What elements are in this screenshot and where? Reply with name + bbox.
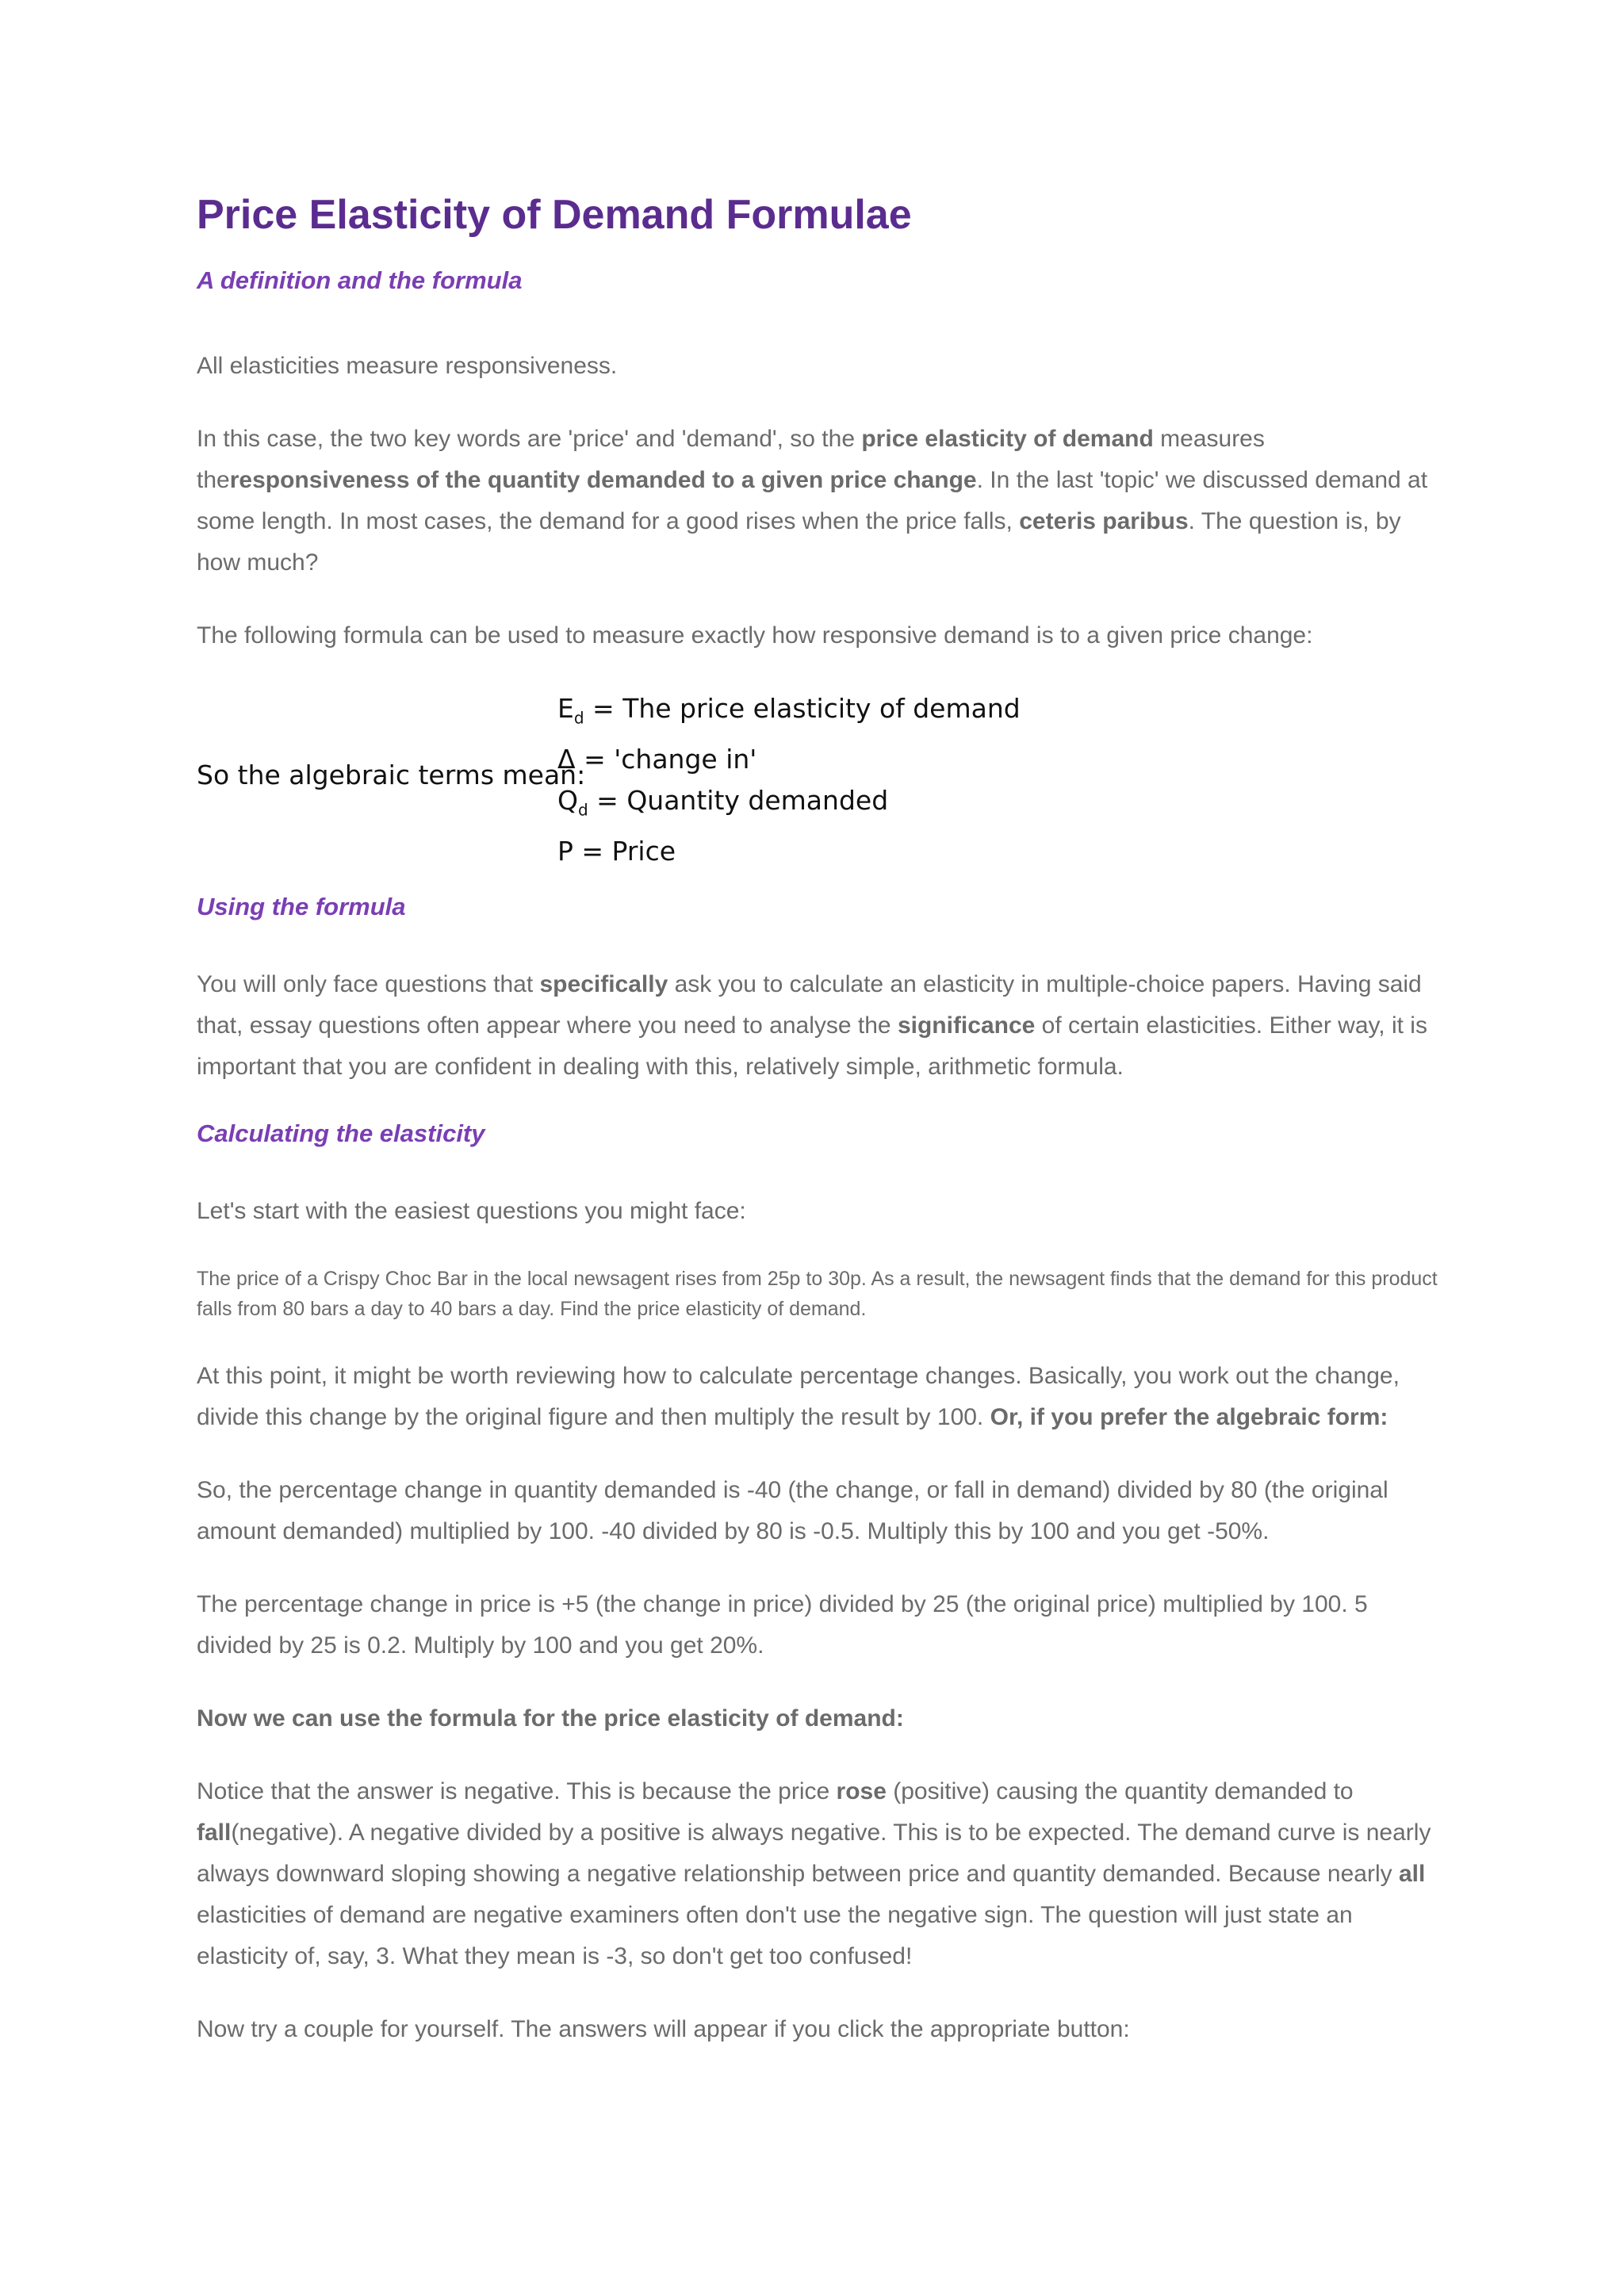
section-heading-definition: A definition and the formula [197, 266, 523, 295]
paragraph-negative-answer: Notice that the answer is negative. This is because the price rose (positive) causing the quantity demanded to fall(negative). A negative divided by a positive is always negative. This is to be expected. The demand curve is nearly always downward sloping showing a negative relationship between price and quantity demanded. Because nearly all elasticities of demand are negative examiners often don't use the negative sign. The question will just state an elasticity of, say, 3. What they mean is -3, so don't get too confused! [197, 1778, 1431, 1970]
paragraph-formula-intro: The following formula can be used to measure exactly how responsive demand is to a given price change: [197, 622, 1313, 649]
section-heading-using: Using the formula [197, 893, 406, 921]
section-heading-calculating: Calculating the elasticity [197, 1119, 485, 1148]
document-page [197, 190, 1450, 2082]
page-title: Price Elasticity of Demand Formulae [197, 192, 912, 238]
paragraph-try-yourself: Now try a couple for yourself. The answers will appear if you click the appropriate button: [197, 2016, 1130, 2043]
bold-all: all [1398, 1861, 1426, 1888]
bold-significance: significance [897, 1012, 1036, 1039]
paragraph-quantity-change: So, the percentage change in quantity demanded is -40 (the change, or fall in demand) divided by 80 (the original amount demanded) multiplied by 100. -40 divided by 80 is -0.5. Multiply this by 100 and you get -50%. [197, 1477, 1388, 1545]
bold-specifically: specifically [539, 971, 668, 998]
paragraph-using-formula: You will only face questions that specifically ask you to calculate an elasticity in multiple-choice papers. Having said that, essay questions often appear where you need to analyse the significance of certain elasticities. Either way, it is important that you are confident in dealing with this, relatively simple, arithmetic formula. [197, 971, 1427, 1081]
paragraph-use-formula: Now we can use the formula for the price elasticity of demand: [197, 1705, 904, 1732]
term-ed: $E_d$ = The price elasticity of demand [557, 693, 1021, 728]
bold-fall: fall [197, 1820, 232, 1846]
paragraph-easiest-questions: Let's start with the easiest questions you might face: [197, 1198, 746, 1225]
paragraph-price-change: The percentage change in price is +5 (the change in price) divided by 25 (the original price) multiplied by 100. 5 divided by 25 is 0.2. Multiply by 100 and you get 20%. [197, 1591, 1368, 1659]
paragraph-percentage-changes: At this point, it might be worth reviewing how to calculate percentage changes. Basically, you work out the change, divide this change by the original figure and then multiply the result by 100. Or, if you prefer the algebraic form: [197, 1363, 1400, 1431]
term-qd: $Q_d$ = Quantity demanded [557, 784, 889, 820]
bold-rose: rose [836, 1778, 887, 1805]
terms-list [557, 688, 1021, 871]
example-question: The price of a Crispy Choc Bar in the local newsagent rises from 25p to 30p. As a result, the newsagent finds that the demand for this product falls from 80 bars a day to 40 bars a day. Find the price elasticity of demand. [197, 1268, 1438, 1321]
bold-responsiveness: responsiveness of the quantity demanded to a given price change [229, 467, 977, 494]
terms-lead-label: So the algebraic terms mean: [197, 760, 586, 791]
term-delta: Δ = 'change in' [557, 743, 757, 775]
bold-ceteris-paribus: ceteris paribus [1019, 508, 1189, 535]
term-price: P = Price [557, 835, 676, 867]
paragraph-responsiveness: All elasticities measure responsiveness. [197, 353, 618, 380]
paragraph-definition: In this case, the two key words are 'price' and 'demand', so the price elasticity of demand measures theresponsiveness of the quantity demanded to a given price change. In the last 'topic' we discussed demand at some length. In most cases, the demand for a good rises when the price falls, ceteris paribus. The question is, by how much? [197, 426, 1428, 576]
algebraic-terms-block [197, 688, 1450, 867]
bold-algebraic-form: Or, if you prefer the algebraic form: [990, 1404, 1388, 1431]
bold-price-elasticity: price elasticity of demand [861, 426, 1154, 453]
